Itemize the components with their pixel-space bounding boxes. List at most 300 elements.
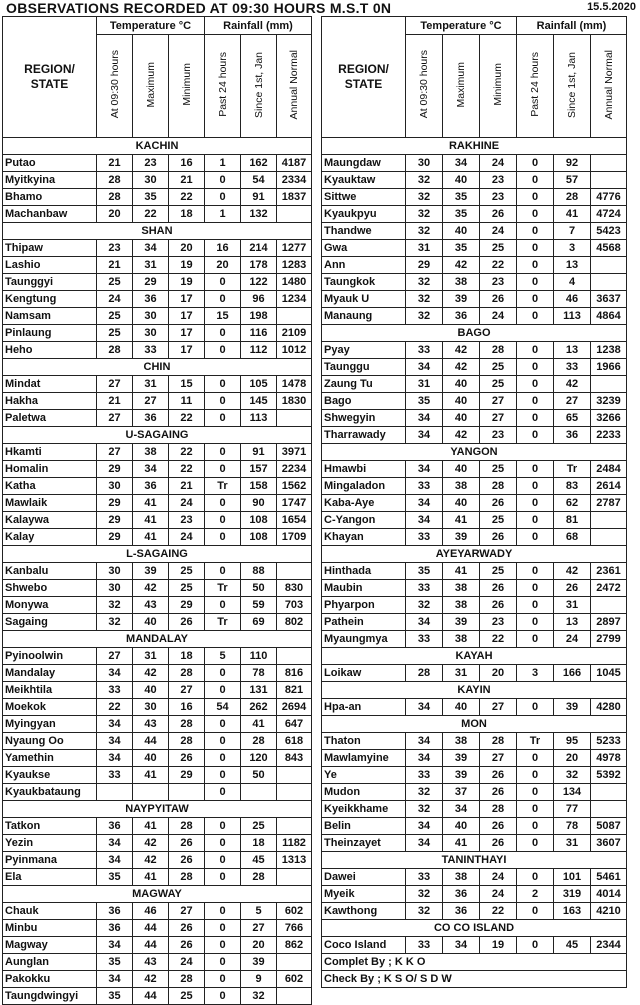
value-cell: 319 <box>554 886 591 903</box>
table-row <box>322 563 627 580</box>
table-row <box>322 172 627 189</box>
station-name: Manaung <box>322 308 406 325</box>
value-cell: 20 <box>97 206 133 223</box>
table-row <box>3 512 312 529</box>
value-cell: 13 <box>554 342 591 359</box>
value-cell: 0 <box>205 529 241 546</box>
value-cell: 36 <box>133 291 169 308</box>
value-cell: 7 <box>554 223 591 240</box>
value-cell: 18 <box>241 835 277 852</box>
table-row <box>3 682 312 699</box>
table-row <box>3 852 312 869</box>
value-cell: Tr <box>554 461 591 478</box>
value-cell: 44 <box>133 920 169 937</box>
column-header <box>591 35 627 138</box>
value-cell: 2234 <box>277 461 312 478</box>
station-name: Taunggu <box>322 359 406 376</box>
value-cell: 0 <box>205 325 241 342</box>
value-cell: 25 <box>480 563 517 580</box>
value-cell: 0 <box>517 172 554 189</box>
table-row <box>3 733 312 750</box>
value-cell: 113 <box>554 308 591 325</box>
value-cell: 29 <box>406 257 443 274</box>
table-row <box>322 733 627 750</box>
value-cell: 766 <box>277 920 312 937</box>
value-cell: 33 <box>406 937 443 954</box>
value-cell: 0 <box>517 631 554 648</box>
value-cell: 5392 <box>591 767 627 784</box>
value-cell: 28 <box>169 733 205 750</box>
station-name: Hakha <box>3 393 97 410</box>
column-header-label: Past 24 hours <box>216 52 229 117</box>
value-cell: 43 <box>133 954 169 971</box>
station-name: Mingaladon <box>322 478 406 495</box>
table-row <box>322 597 627 614</box>
value-cell: 41 <box>133 512 169 529</box>
value-cell: 16 <box>169 155 205 172</box>
value-cell: 0 <box>205 750 241 767</box>
value-cell: 1234 <box>277 291 312 308</box>
value-cell: 23 <box>97 240 133 257</box>
value-cell: 28 <box>169 716 205 733</box>
value-cell: 1045 <box>591 665 627 682</box>
value-cell: 35 <box>443 206 480 223</box>
value-cell: 0 <box>517 359 554 376</box>
table-row <box>322 818 627 835</box>
value-cell: 5 <box>241 903 277 920</box>
station-name: Shwegyin <box>322 410 406 427</box>
value-cell: 20 <box>205 257 241 274</box>
value-cell: 25 <box>97 274 133 291</box>
table-row <box>3 699 312 716</box>
table-row <box>322 240 627 257</box>
station-name: Belin <box>322 818 406 835</box>
section-header: NAYPYITAW <box>3 801 312 818</box>
station-name: Kaba-Aye <box>322 495 406 512</box>
value-cell: 34 <box>97 750 133 767</box>
right-panel <box>321 16 627 988</box>
value-cell: 36 <box>443 886 480 903</box>
value-cell: 35 <box>97 988 133 1005</box>
value-cell: 0 <box>517 903 554 920</box>
station-name: Taunggyi <box>3 274 97 291</box>
value-cell: 29 <box>97 512 133 529</box>
value-cell: 602 <box>277 903 312 920</box>
value-cell <box>591 784 627 801</box>
value-cell: 4724 <box>591 206 627 223</box>
table-row <box>322 886 627 903</box>
value-cell: 1012 <box>277 342 312 359</box>
value-cell: 34 <box>443 801 480 818</box>
value-cell: 23 <box>480 274 517 291</box>
value-cell: 0 <box>517 784 554 801</box>
value-cell: 1709 <box>277 529 312 546</box>
value-cell: 0 <box>517 869 554 886</box>
value-cell: 38 <box>443 597 480 614</box>
station-name: Mawlamyine <box>322 750 406 767</box>
station-name: Mawlaik <box>3 495 97 512</box>
value-cell: 0 <box>205 920 241 937</box>
value-cell: 19 <box>480 937 517 954</box>
table-row <box>3 393 312 410</box>
station-name: Sittwe <box>322 189 406 206</box>
value-cell: 40 <box>443 495 480 512</box>
value-cell: 21 <box>97 155 133 172</box>
value-cell: 131 <box>241 682 277 699</box>
value-cell: 31 <box>133 257 169 274</box>
value-cell: 34 <box>406 750 443 767</box>
table-row <box>322 869 627 886</box>
table-row <box>3 291 312 308</box>
value-cell: 23 <box>480 189 517 206</box>
value-cell: 32 <box>406 274 443 291</box>
value-cell: 46 <box>133 903 169 920</box>
value-cell: 27 <box>97 376 133 393</box>
value-cell: 25 <box>241 818 277 835</box>
table-row <box>322 784 627 801</box>
section-header: SHAN <box>3 223 312 240</box>
value-cell: 0 <box>205 274 241 291</box>
value-cell: 35 <box>443 189 480 206</box>
value-cell: 30 <box>97 478 133 495</box>
value-cell: 54 <box>241 172 277 189</box>
value-cell: 27 <box>97 410 133 427</box>
station-name: Theinzayet <box>322 835 406 852</box>
value-cell: 178 <box>241 257 277 274</box>
left-panel <box>2 16 312 1005</box>
station-name: Pyinmana <box>3 852 97 869</box>
value-cell: 5233 <box>591 733 627 750</box>
value-cell: 28 <box>169 818 205 835</box>
station-name: Pyinoolwin <box>3 648 97 665</box>
value-cell: 40 <box>443 818 480 835</box>
value-cell: 108 <box>241 512 277 529</box>
table-row <box>322 410 627 427</box>
region-header: REGION/ STATE <box>3 17 97 138</box>
value-cell: 40 <box>133 682 169 699</box>
value-cell: 25 <box>480 461 517 478</box>
value-cell: 26 <box>169 614 205 631</box>
value-cell: 1562 <box>277 478 312 495</box>
value-cell: 0 <box>517 529 554 546</box>
table-row <box>3 155 312 172</box>
value-cell: 0 <box>517 291 554 308</box>
column-header <box>133 35 169 138</box>
value-cell: 0 <box>517 818 554 835</box>
table-row <box>322 308 627 325</box>
value-cell: 22 <box>169 189 205 206</box>
value-cell: Tr <box>205 614 241 631</box>
value-cell <box>277 563 312 580</box>
value-cell: 38 <box>443 580 480 597</box>
column-header-label: Annual Normal <box>288 49 300 120</box>
value-cell: 843 <box>277 750 312 767</box>
table-row <box>3 580 312 597</box>
value-cell: 1277 <box>277 240 312 257</box>
value-cell: 4 <box>554 274 591 291</box>
column-header <box>169 35 205 138</box>
value-cell: 0 <box>517 597 554 614</box>
value-cell: 22 <box>169 410 205 427</box>
station-name: C-Yangon <box>322 512 406 529</box>
table-row <box>3 563 312 580</box>
table-row <box>3 206 312 223</box>
value-cell: 42 <box>133 852 169 869</box>
value-cell: 34 <box>443 937 480 954</box>
value-cell: 41 <box>133 818 169 835</box>
value-cell: 0 <box>517 274 554 291</box>
value-cell: 25 <box>169 988 205 1005</box>
station-name: Moekok <box>3 699 97 716</box>
table-row <box>3 597 312 614</box>
value-cell <box>133 784 169 801</box>
value-cell: 4210 <box>591 903 627 920</box>
completed-by: Complet By ; K K O <box>322 954 627 971</box>
table-row <box>322 512 627 529</box>
station-name: Maubin <box>322 580 406 597</box>
value-cell: 0 <box>517 580 554 597</box>
value-cell: 0 <box>205 495 241 512</box>
column-header <box>241 35 277 138</box>
value-cell: 20 <box>169 240 205 257</box>
value-cell: 32 <box>406 172 443 189</box>
value-cell <box>277 308 312 325</box>
value-cell: 34 <box>97 733 133 750</box>
value-cell: 36 <box>97 920 133 937</box>
station-name: Thaton <box>322 733 406 750</box>
table-row <box>3 784 312 801</box>
checked-by: Check By ; K S O/ S D W <box>322 971 627 988</box>
value-cell: 1 <box>205 155 241 172</box>
value-cell: 41 <box>133 495 169 512</box>
value-cell: 2361 <box>591 563 627 580</box>
value-cell: 27 <box>169 682 205 699</box>
value-cell: 34 <box>406 427 443 444</box>
column-header-label: At 09:30 hours <box>418 50 430 119</box>
value-cell: 36 <box>133 410 169 427</box>
value-cell: 28 <box>97 342 133 359</box>
value-cell: 29 <box>97 495 133 512</box>
value-cell <box>591 257 627 274</box>
value-cell: 19 <box>169 257 205 274</box>
table-row <box>322 580 627 597</box>
value-cell: 0 <box>205 410 241 427</box>
value-cell: 35 <box>443 240 480 257</box>
table-row <box>3 835 312 852</box>
value-cell <box>591 376 627 393</box>
value-cell: 0 <box>517 223 554 240</box>
value-cell: 0 <box>205 461 241 478</box>
value-cell: 32 <box>406 903 443 920</box>
value-cell: 1478 <box>277 376 312 393</box>
temperature-header: Temperature °C <box>406 17 517 35</box>
table-row <box>3 903 312 920</box>
table-row <box>3 308 312 325</box>
value-cell: 2787 <box>591 495 627 512</box>
table-row <box>3 716 312 733</box>
value-cell: 92 <box>554 155 591 172</box>
value-cell: 0 <box>517 512 554 529</box>
table-row <box>3 240 312 257</box>
value-cell: 26 <box>480 597 517 614</box>
value-cell: 30 <box>406 155 443 172</box>
value-cell: 27 <box>480 699 517 716</box>
value-cell <box>591 597 627 614</box>
value-cell: 5423 <box>591 223 627 240</box>
value-cell: 34 <box>97 835 133 852</box>
station-name: Taungkok <box>322 274 406 291</box>
value-cell: 42 <box>443 359 480 376</box>
value-cell: 32 <box>97 614 133 631</box>
section-header: BAGO <box>322 325 627 342</box>
value-cell: 166 <box>554 665 591 682</box>
value-cell: 65 <box>554 410 591 427</box>
value-cell: 40 <box>443 223 480 240</box>
value-cell: 23 <box>480 172 517 189</box>
value-cell: 88 <box>241 563 277 580</box>
value-cell <box>591 801 627 818</box>
value-cell: 31 <box>406 376 443 393</box>
value-cell: 32 <box>406 597 443 614</box>
value-cell: 0 <box>205 376 241 393</box>
report-title: OBSERVATIONS RECORDED AT 09:30 HOURS M.S.T 0N <box>6 0 392 16</box>
value-cell: 0 <box>517 937 554 954</box>
value-cell: 24 <box>554 631 591 648</box>
station-name: Pinlaung <box>3 325 97 342</box>
column-header <box>205 35 241 138</box>
value-cell: 23 <box>169 512 205 529</box>
station-name: Ye <box>322 767 406 784</box>
value-cell: 28 <box>97 172 133 189</box>
value-cell: 42 <box>133 665 169 682</box>
value-cell: 19 <box>169 274 205 291</box>
value-cell: 42 <box>133 971 169 988</box>
value-cell: 33 <box>406 580 443 597</box>
value-cell: 41 <box>133 767 169 784</box>
value-cell: 23 <box>133 155 169 172</box>
table-row <box>3 937 312 954</box>
value-cell: 3637 <box>591 291 627 308</box>
value-cell: 78 <box>241 665 277 682</box>
station-name: Minbu <box>3 920 97 937</box>
value-cell: 42 <box>443 427 480 444</box>
table-row <box>3 648 312 665</box>
value-cell: 0 <box>517 478 554 495</box>
value-cell: 0 <box>205 835 241 852</box>
value-cell: 43 <box>133 597 169 614</box>
section-header: MAGWAY <box>3 886 312 903</box>
value-cell: 40 <box>443 393 480 410</box>
value-cell: 28 <box>406 665 443 682</box>
value-cell: 1238 <box>591 342 627 359</box>
value-cell: 69 <box>241 614 277 631</box>
value-cell: 41 <box>241 716 277 733</box>
value-cell: 2334 <box>277 172 312 189</box>
value-cell: 22 <box>169 444 205 461</box>
value-cell: 33 <box>554 359 591 376</box>
column-header-label: Minimum <box>180 63 193 106</box>
value-cell: 0 <box>205 869 241 886</box>
value-cell: 36 <box>554 427 591 444</box>
value-cell: 29 <box>97 461 133 478</box>
station-name: Myauk U <box>322 291 406 308</box>
value-cell: 0 <box>517 206 554 223</box>
station-name: Pyay <box>322 342 406 359</box>
value-cell: 0 <box>205 767 241 784</box>
value-cell: 42 <box>554 376 591 393</box>
value-cell: 32 <box>406 189 443 206</box>
value-cell: 40 <box>443 699 480 716</box>
section-header: CO CO ISLAND <box>322 920 627 937</box>
value-cell: 22 <box>133 206 169 223</box>
value-cell: 83 <box>554 478 591 495</box>
table-row <box>3 461 312 478</box>
value-cell: 34 <box>133 461 169 478</box>
value-cell: 42 <box>554 563 591 580</box>
value-cell: 1837 <box>277 189 312 206</box>
value-cell: 91 <box>241 189 277 206</box>
value-cell: 34 <box>406 614 443 631</box>
value-cell: 44 <box>133 937 169 954</box>
table-row <box>3 495 312 512</box>
column-header <box>480 35 517 138</box>
value-cell: 36 <box>97 818 133 835</box>
value-cell: Tr <box>205 478 241 495</box>
value-cell: 40 <box>133 750 169 767</box>
table-row <box>3 818 312 835</box>
table-row <box>3 189 312 206</box>
value-cell: 108 <box>241 529 277 546</box>
value-cell: 32 <box>406 784 443 801</box>
value-cell: 198 <box>241 308 277 325</box>
footer-row <box>322 954 627 971</box>
value-cell: 31 <box>443 665 480 682</box>
value-cell: 27 <box>169 903 205 920</box>
value-cell: 39 <box>554 699 591 716</box>
table-row <box>3 869 312 886</box>
value-cell: 13 <box>554 614 591 631</box>
value-cell: 54 <box>205 699 241 716</box>
value-cell: 0 <box>205 733 241 750</box>
station-name: Thipaw <box>3 240 97 257</box>
value-cell: 0 <box>205 291 241 308</box>
value-cell: 25 <box>480 512 517 529</box>
value-cell: 90 <box>241 495 277 512</box>
value-cell: 26 <box>480 835 517 852</box>
table-row <box>322 478 627 495</box>
value-cell: 27 <box>554 393 591 410</box>
station-name: Chauk <box>3 903 97 920</box>
value-cell: 35 <box>406 393 443 410</box>
value-cell: 33 <box>406 529 443 546</box>
value-cell: 39 <box>443 291 480 308</box>
value-cell: 15 <box>169 376 205 393</box>
table-row <box>322 529 627 546</box>
station-name: Nyaung Oo <box>3 733 97 750</box>
value-cell: 22 <box>97 699 133 716</box>
value-cell: 36 <box>97 903 133 920</box>
table-row <box>3 665 312 682</box>
value-cell: 28 <box>480 801 517 818</box>
value-cell: 0 <box>205 444 241 461</box>
station-name: Pakokku <box>3 971 97 988</box>
value-cell: 24 <box>97 291 133 308</box>
station-name: Katha <box>3 478 97 495</box>
value-cell: 602 <box>277 971 312 988</box>
value-cell: 0 <box>205 563 241 580</box>
value-cell: 34 <box>406 835 443 852</box>
value-cell: 32 <box>406 308 443 325</box>
